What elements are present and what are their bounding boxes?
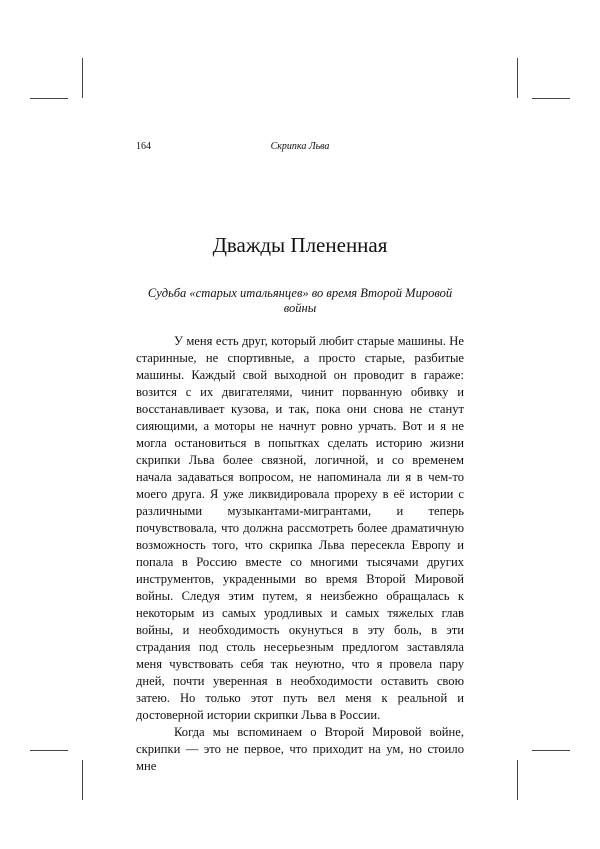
- crop-mark-top-right-horizontal: [532, 98, 570, 99]
- crop-mark-top-left-horizontal: [30, 98, 68, 99]
- running-head: [136, 141, 464, 157]
- running-head-title: Скрипка Льва: [270, 141, 330, 152]
- paragraph: Когда мы вспоминаем о Второй Мировой войне, скрипки — это не первое, что приходит на ум, но стоило мне: [136, 725, 464, 773]
- crop-mark-bottom-right-vertical: [517, 760, 518, 800]
- crop-mark-top-right-vertical: [517, 58, 518, 98]
- crop-mark-bottom-left-vertical: [82, 760, 83, 800]
- chapter-subtitle: Судьба «старых итальянцев» во время Второй Мировой войны: [147, 286, 453, 315]
- body-text: [136, 333, 464, 775]
- page-number: 164: [136, 141, 151, 152]
- crop-mark-top-left-vertical: [82, 58, 83, 98]
- crop-mark-bottom-right-horizontal: [532, 750, 570, 751]
- chapter-title: Дважды Плененная: [212, 233, 388, 257]
- paragraph: У меня есть друг, который любит старые машины. Не старинные, не спортивные, а просто старые, разбитые машины. Каждый свой выходной он проводит в гараже: возится с их двигателями, чинит порванную обивку и восстанавливает кузова, и так, пока они снова не станут сияющими, а моторы не начнут ровно урчать. Вот и я не могла остановиться в попытках сделать историю жизни скрипки Льва более связной, логичной, и со временем начала задаваться вопросом, не напоминала ли я в чем-то моего друга. Я уже ликвидировала прореху в её истории с различными музыкантами-мигрантами, и теперь почувствовала, что должна рассмотреть более драматичную возможность того, что скрипка Льва пересекла Европу и попала в Россию вместе со многими тысячами других инструментов, украденными во время Второй Мировой войны. Следуя этим путем, я неизбежно обращалась к некоторым из самых уродливых и самых тяжелых глав войны, и необходимость окунуться в эту боль, в эти страдания под столь несерьезным предлогом заставляла меня чувствовать себя так неуютно, что я провела пару дней, почти уверенная в необходимости оставить свою затею. Но только этот путь вел меня к реальной и достоверной истории скрипки Льва в России.: [136, 334, 464, 722]
- crop-mark-bottom-left-horizontal: [30, 750, 68, 751]
